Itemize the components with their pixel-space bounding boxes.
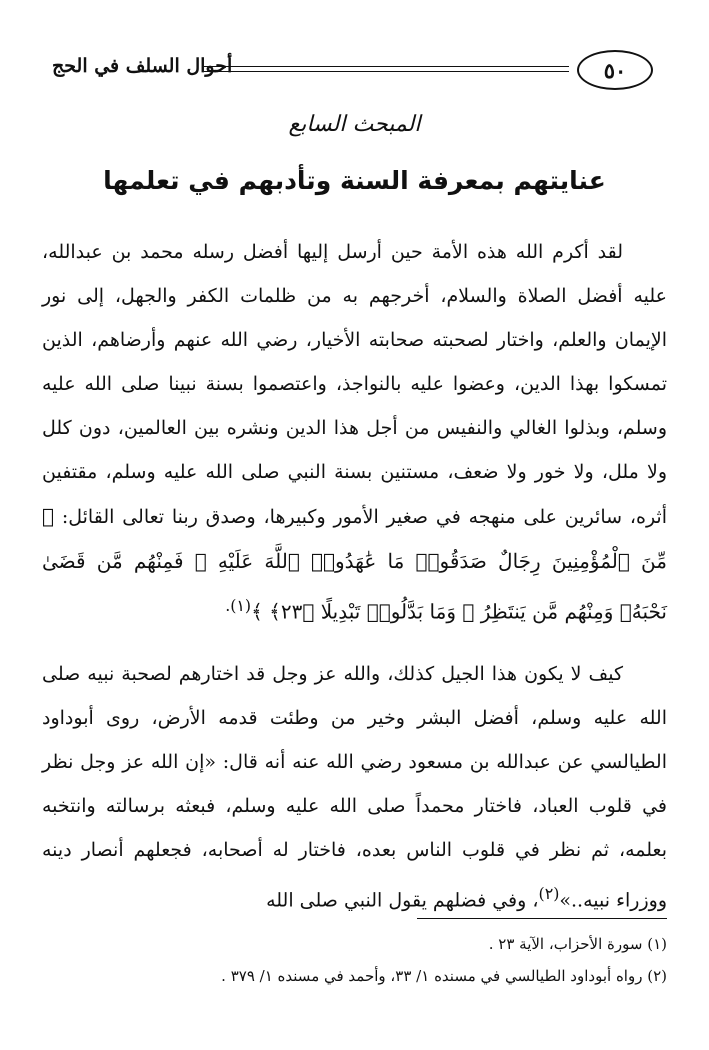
- running-title: أحوال السلف في الحج: [52, 55, 233, 77]
- running-header: [52, 42, 653, 102]
- paragraph-2-text: كيف لا يكون هذا الجيل كذلك، والله عز وجل قد اختارهم لصحبة نبيه صلى الله عليه وسلم، أفضل البشر وخير من وطئت قدمه الأرض، روى أبوداود الطيالسي عن عبدالله بن مسعود رضي الله عنه أنه قال: «إن الله عز وجل نظر في قلوب العباد، فاختار محمداً صلى الله عليه وسلم، فبعثه برسالته وانتخبه بعلمه، ثم نظر في قلوب الناس بعده، فاختار له أصحابه، فجعلهم أنصار دينه ووزراء نبيه..»: [42, 663, 667, 912]
- footnote-2: (٢) رواه أبوداود الطيالسي في مسنده ١/ ٣٣، وأحمد في مسنده ١/ ٣٧٩ .: [221, 967, 667, 985]
- footnote-1: (١) سورة الأحزاب، الآية ٢٣ .: [488, 935, 667, 953]
- footnote-ref-2: (٢): [538, 884, 560, 903]
- paragraph-1: [42, 230, 667, 634]
- header-double-rule: [204, 66, 569, 72]
- section-title: عنايتهم بمعرفة السنة وتأدبهم في تعلمها: [103, 166, 606, 195]
- paragraph-2: [42, 652, 667, 922]
- paragraph-2-continuation: ، وفي فضلهم يقول النبي صلى الله: [266, 889, 539, 912]
- footnote-ref-1: (١).: [225, 596, 252, 615]
- paragraph-1-text: لقد أكرم الله هذه الأمة حين أرسل إليها أفضل رسله محمد بن عبدالله، عليه أفضل الصلاة والسلام، أخرجهم به من ظلمات الكفر والجهل، إلى نور الإيمان والعلم، واختار لصحبته صحابته الأخيار، رضي الله عنهم وأرضاهم، الذين تمسكوا بهذا الدين، وعضوا عليه بالنواجذ، واعتصموا بسنة نبينا صلى الله عليه وسلم، وبذلوا الغالي والنفيس من أجل هذا الدين ونشره بين العالمين، دون كلل ولا ملل، ولا خور ولا ضعف، مستنين بسنة النبي صلى الله عليه وسلم، مقتفين أثره، سائرين على منهجه في صغير الأمور وكبيرها، وصدق ربنا تعالى القائل:: [42, 241, 667, 528]
- quran-verse: ﴿ مِّنَ ٱلْمُؤْمِنِينَ رِجَالٌ صَدَقُوا۟ مَا عَٰهَدُوا۟ ٱللَّهَ عَلَيْهِ ۖ فَمِنْهُم مَّن قَضَىٰ نَحْبَهُۥ وَمِنْهُم مَّن يَنتَظِرُ ۖ وَمَا بَدَّلُوا۟ تَبْدِيلًا ﴿٢٣﴾ ﴾: [42, 504, 667, 624]
- section-label: المبحث السابع: [288, 112, 421, 137]
- footnotes: [42, 928, 667, 992]
- page-number-badge: ٥٠: [577, 50, 653, 90]
- footnote-divider: [417, 918, 667, 919]
